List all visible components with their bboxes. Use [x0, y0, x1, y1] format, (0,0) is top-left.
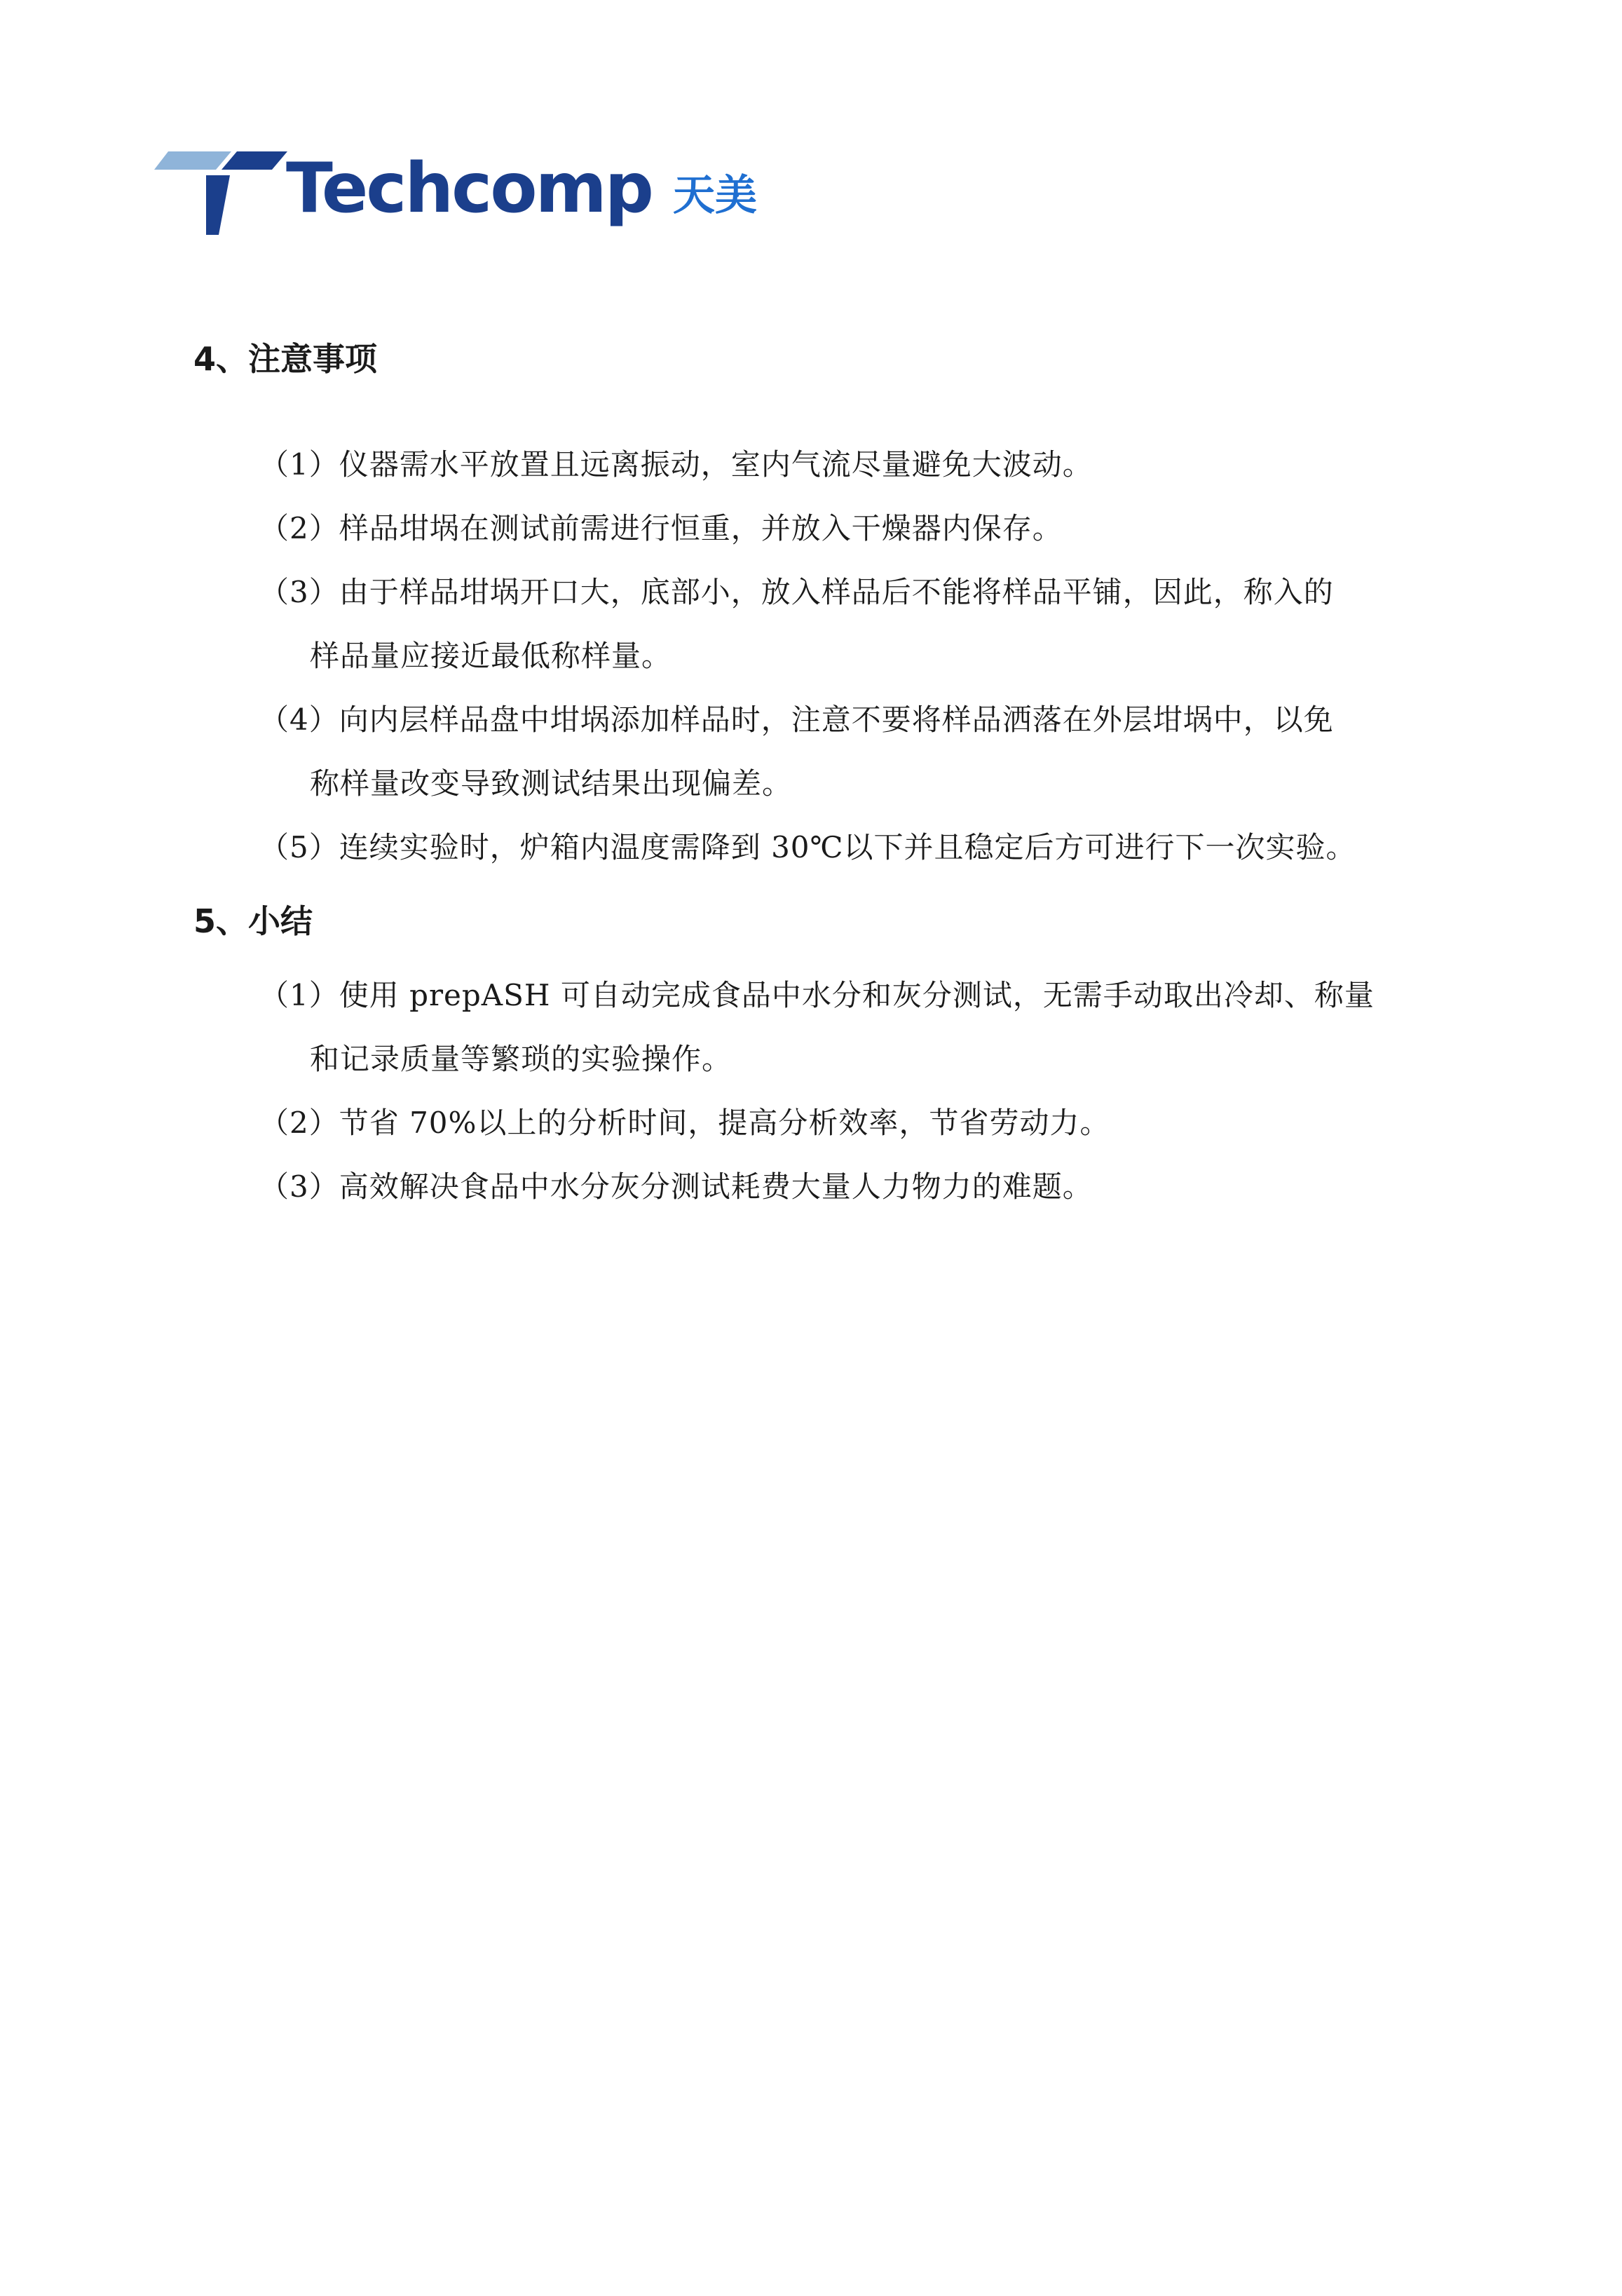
item-number: （5）: [259, 830, 339, 864]
item-number: （1）: [259, 447, 339, 482]
item-number: （2）: [259, 1106, 339, 1140]
item-text: 高效解决食品中水分灰分测试耗费大量人力物力的难题。: [339, 1169, 1093, 1204]
item-text: 连续实验时，炉箱内温度需降到 30℃以下并且稳定后方可进行下一次实验。: [339, 830, 1356, 864]
item-text-line-1: 向内层样品盘中坩埚添加样品时，注意不要将样品洒落在外层坩埚中，以免: [339, 702, 1334, 737]
item-number: （4）: [259, 702, 339, 737]
section-4-item-4: [259, 688, 1437, 815]
section-5-title: 5、小结: [193, 902, 313, 940]
item-text-line-2: 称样量改变导致测试结果出现偏差。: [310, 766, 793, 801]
section-5-item-2: [259, 1091, 1437, 1155]
item-number: （2）: [259, 511, 339, 545]
item-number: （1）: [259, 978, 339, 1012]
section-4-title: 4、注意事项: [193, 340, 378, 378]
techcomp-logo: [154, 147, 771, 238]
item-text-line-2: 和记录质量等繁琐的实验操作。: [310, 1042, 732, 1076]
techcomp-t-mark-icon: [154, 147, 287, 238]
logo-chinese-name: 天美: [673, 171, 757, 220]
item-text-line-2: 样品量应接近最低称样量。: [310, 639, 672, 673]
logo-wordmark: Techcomp: [286, 149, 652, 229]
item-number: （3）: [259, 575, 339, 609]
item-number: （3）: [259, 1169, 339, 1204]
section-4-item-3: [259, 560, 1437, 688]
section-4-item-5: [259, 815, 1437, 879]
section-5-item-1: [259, 963, 1437, 1091]
item-text: 样品坩埚在测试前需进行恒重，并放入干燥器内保存。: [339, 511, 1063, 545]
item-text-line-1: 使用 prepASH 可自动完成食品中水分和灰分测试，无需手动取出冷却、称量: [339, 978, 1375, 1012]
section-4-item-1: [259, 433, 1437, 496]
section-5-item-3: [259, 1155, 1437, 1218]
item-text: 节省 70%以上的分析时间，提高分析效率，节省劳动力。: [339, 1106, 1110, 1140]
item-text: 仪器需水平放置且远离振动，室内气流尽量避免大波动。: [339, 447, 1093, 482]
section-4-item-2: [259, 496, 1437, 560]
item-text-line-1: 由于样品坩埚开口大，底部小，放入样品后不能将样品平铺，因此，称入的: [339, 575, 1334, 609]
